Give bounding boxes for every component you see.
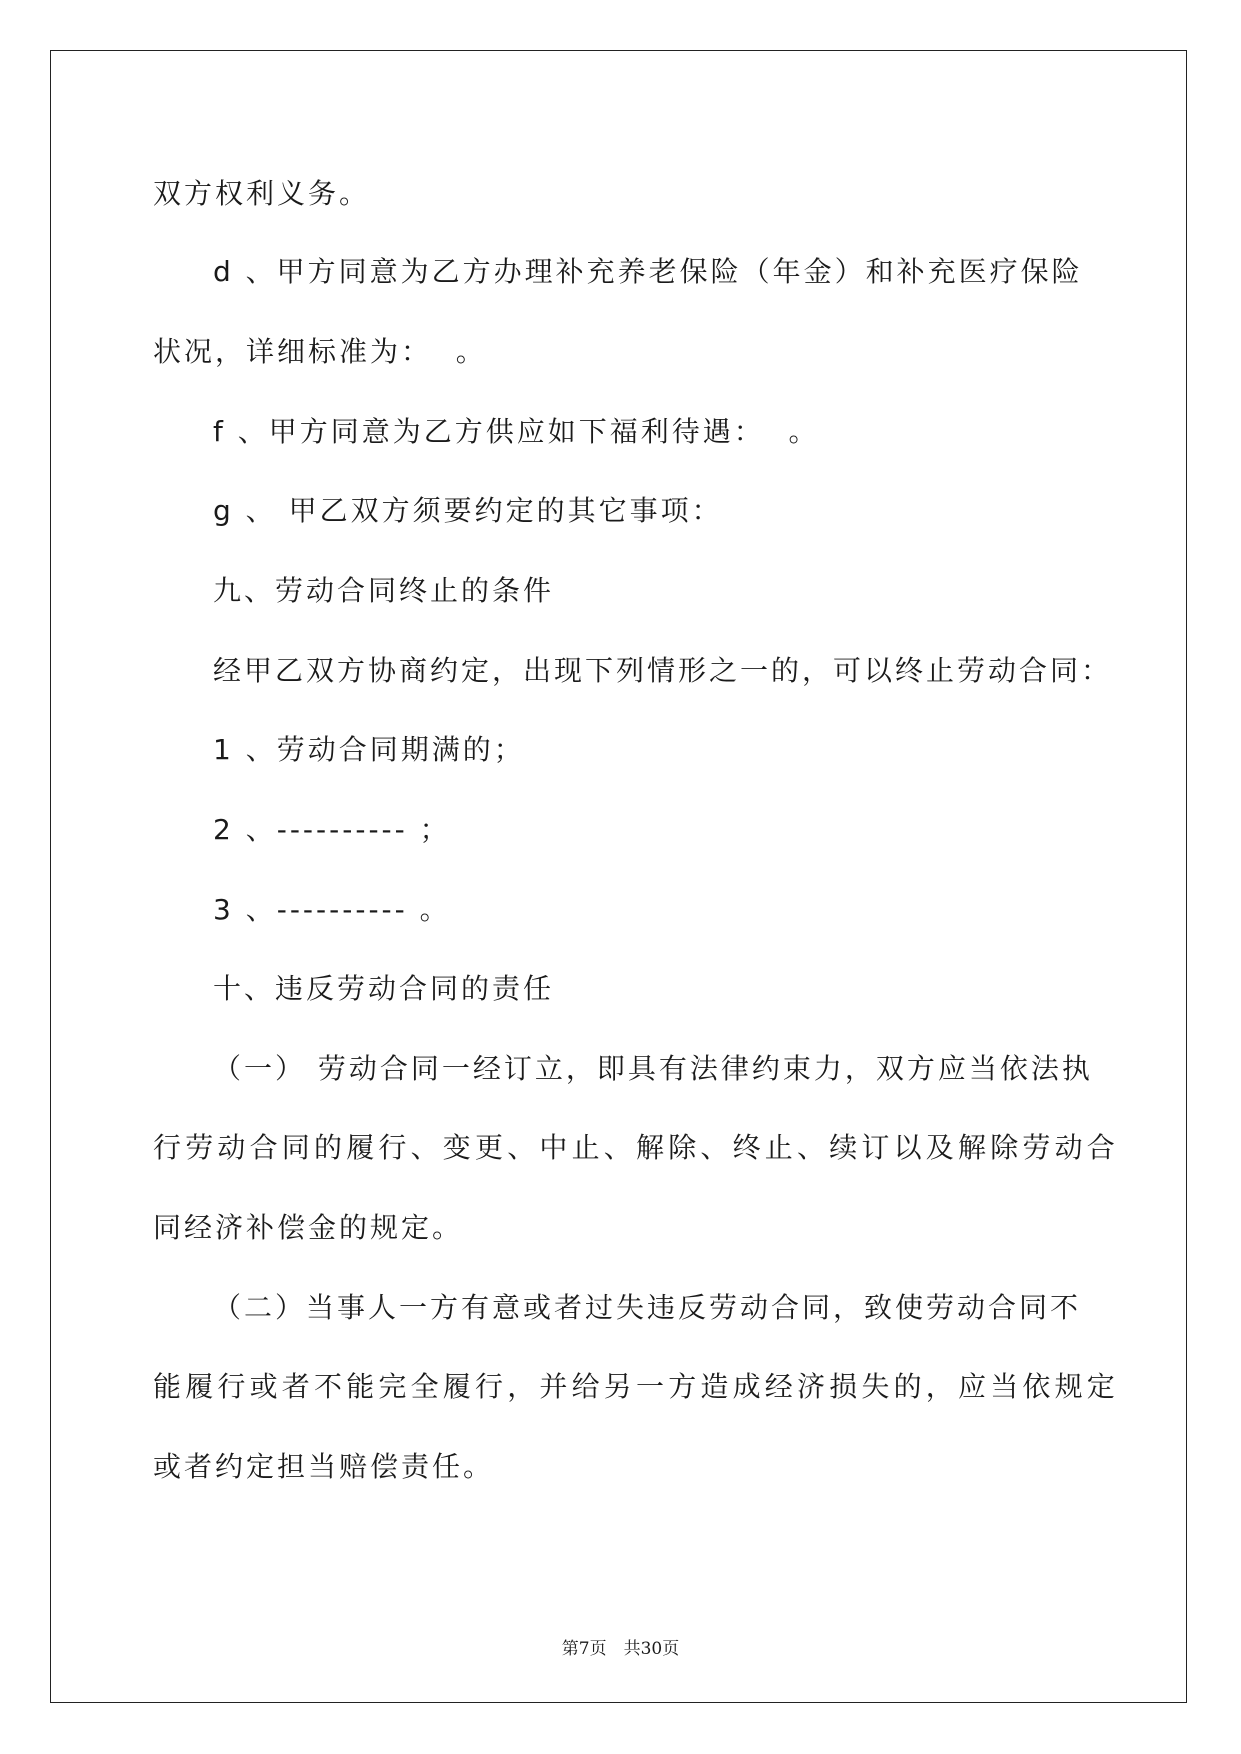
paragraph-line: 双方权利义务。 (153, 177, 371, 210)
list-item: 3 、---------- 。 (213, 893, 451, 926)
paragraph-line: 或者约定担当赔偿责任。 (153, 1450, 495, 1483)
paragraph-line: 行劳动合同的履行、变更、中止、解除、终止、续订以及解除劳动合 (153, 1131, 1120, 1164)
paragraph-line: （二）当事人一方有意或者过失违反劳动合同，致使劳动合同不 (213, 1291, 1082, 1324)
list-item: 2 、---------- ； (213, 813, 451, 846)
paragraph-line: d 、甲方同意为乙方办理补充养老保险（年金）和补充医疗保险 (213, 255, 1083, 288)
page-number-footer: 第7页 共30页 (561, 1639, 680, 1659)
section-heading: 十、违反劳动合同的责任 (213, 972, 555, 1005)
list-item: 1 、劳动合同期满的； (213, 733, 525, 766)
section-heading: 九、劳动合同终止的条件 (213, 574, 555, 607)
paragraph-line: （一） 劳动合同一经订立，即具有法律约束力，双方应当依法执 (213, 1052, 1093, 1085)
paragraph-line: 能履行或者不能完全履行，并给另一方造成经济损失的，应当依规定 (153, 1370, 1120, 1403)
paragraph-line: 经甲乙双方协商约定，出现下列情形之一的，可以终止劳动合同： (213, 654, 1113, 687)
paragraph-line: f 、甲方同意为乙方供应如下福利待遇： 。 (213, 415, 820, 448)
paragraph-line: g 、 甲乙双方须要约定的其它事项： (213, 494, 723, 527)
paragraph-line: 同经济补偿金的规定。 (153, 1211, 464, 1244)
paragraph-line: 状况，详细标准为： 。 (153, 335, 487, 368)
